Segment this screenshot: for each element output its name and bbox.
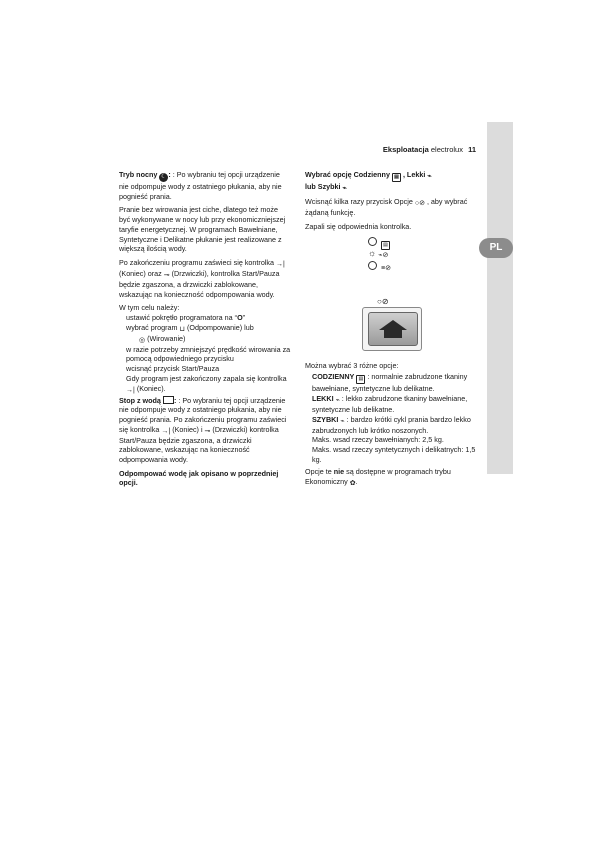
quick-icon: ⌁	[342, 185, 347, 192]
options-button[interactable]	[362, 307, 422, 351]
step-item: w razie potrzeby zmniejszyć prędkość wirowania za pomocą odpowiedniego przycisku	[126, 344, 291, 364]
step-item: ◎ (Wirowanie)	[139, 333, 186, 344]
end-arrow-icon: →|	[126, 386, 135, 394]
page-number: 11	[468, 145, 476, 154]
door-key-icon: ⊸	[204, 427, 211, 435]
rinse-hold-icon	[163, 396, 174, 404]
page-header	[372, 145, 476, 154]
indicator-led	[368, 261, 377, 270]
options-button-face[interactable]	[368, 312, 418, 346]
drain-icon: ⊔	[179, 325, 185, 333]
options-heading: Wybrać opcję Codzienny ▤ , Lekki ⌁ lub Szybki ⌁	[305, 170, 432, 192]
options-instruction: Wcisnąć kilka razy przycisk Opcje ○⊘ , aby wybrać żądaną funkcję.	[305, 197, 468, 217]
option-quick: SZYBKI ⌁ : bardzo krótki cykl prania bardzo lekko zabrudzonych lub krótko noszonych.	[312, 414, 471, 435]
options-icon: ○⊘	[414, 200, 425, 207]
arrow-stem	[384, 330, 402, 338]
step-item: Gdy program jest zakończony zapala się kontrolka →| (Koniec).	[126, 373, 287, 394]
option-list	[305, 372, 478, 464]
drain-instruction: Odpompować wodę jak opisano w poprzedniej opcji.	[119, 468, 279, 488]
night-mode-icon: ☾	[161, 174, 167, 180]
indicator-row-quick	[368, 261, 391, 273]
night-mode-paragraph: Tryb nocny ☾ : : Po wybraniu tej opcji urządzenie nie odpompuje wody z ostatniego płukania, aby nie pognieść prania.	[119, 170, 282, 201]
end-arrow-icon: →|	[276, 260, 285, 268]
end-arrow-icon: →|	[161, 427, 171, 435]
door-key-icon: ⊸	[163, 271, 170, 279]
option-light: LEKKI ⌁ : lekko zabrudzone tkaniny bawełniane, syntetyczne lub delikatne.	[312, 393, 468, 414]
quick-icon: ⌁	[340, 417, 345, 425]
indicator-row-light	[368, 249, 388, 260]
night-mode-text: : Po wybraniu tej opcji urządzenie nie odpompuje wody z ostatniego płukania, aby nie pognieść prania.	[119, 170, 282, 201]
language-badge: PL	[479, 238, 513, 258]
light-icon: ⌁	[335, 396, 340, 404]
step-list	[119, 313, 291, 395]
quiet-wash-paragraph: Pranie bez wirowania jest ciche, dlatego też może być wykonywane w nocy lub przy ekonomiczniejszej taryfie energetycznej. W programach Bawełniane, Syntetyczne i Delikatne płukanie jest realizowane z większą ilością wody.	[119, 205, 286, 254]
options-button-icon: ○⊘	[377, 297, 389, 307]
daily-icon: ▤	[392, 173, 401, 182]
left-column	[119, 170, 291, 492]
step-item: ustawić pokrętło programatora na “O”	[126, 313, 246, 323]
max-load-synthetic: Maks. wsad rzeczy syntetycznych i delikatnych: 1,5 kg.	[312, 444, 476, 464]
arrow-up-icon	[379, 320, 407, 330]
rinse-hold-paragraph: Stop z wodą : : Po wybraniu tej opcji urządzenie nie odpompuje wody z ostatniego płukania, aby nie pognieść prania. Po zakończeniu programu zaświeci się kontrolka →| (Koniec) i ⊸ (Drzwiczki) kontrolka Start/Pauza będzie zgaszona, a drzwiczki zablokowane, wskazując na konieczność odpompowania wody.	[119, 395, 287, 465]
steps-intro: W tym celu należy:	[119, 303, 180, 313]
quick-icon: ≡⊘	[381, 265, 391, 273]
right-column	[305, 170, 478, 492]
option-daily: CODZIENNY ▤ : normalnie zabrudzone tkaniny bawełniane, syntetyczne lub delikatne.	[312, 372, 468, 394]
availability-note: Opcje te nie są dostępne w programach trybu Ekonomiczny ✿.	[305, 467, 451, 488]
night-mode-title: Tryb nocny	[119, 170, 158, 179]
eco-icon: ✿	[349, 480, 356, 488]
indicator-note: Zapali się odpowiednia kontrolka.	[305, 221, 412, 231]
step-item: wcisnąć przycisk Start/Pauza	[126, 364, 220, 374]
control-panel-illustration	[305, 235, 478, 355]
end-indicator-paragraph: Po zakończeniu programu zaświeci się kontrolka →| (Koniec) oraz ⊸ (Drzwiczki), kontrolka Start/Pauza będzie zgaszona, a drzwiczki zablokowane, wskazując na konieczność odpompowania wody.	[119, 257, 285, 299]
lit-indicator-icon: ☼	[368, 248, 377, 259]
options-count: Można wybrać 3 różne opcje:	[305, 361, 399, 371]
light-icon: ⌁⊘	[378, 252, 389, 260]
side-tab	[487, 122, 513, 474]
brand-name: electrolux	[430, 145, 463, 154]
rinse-hold-title: Stop z wodą	[119, 395, 161, 405]
section-title: Eksploatacja	[382, 145, 429, 154]
indicator-led	[368, 237, 377, 246]
daily-icon: ▤	[356, 375, 365, 384]
step-item: wybrać program ⊔ (Odpompowanie) lub	[126, 322, 254, 333]
spin-icon: ◎	[139, 336, 146, 344]
max-load-cotton: Maks. wsad rzeczy bawełnianych: 2,5 kg.	[312, 435, 444, 445]
light-icon: ⌁	[427, 173, 432, 180]
daily-icon: ▤	[381, 241, 390, 250]
